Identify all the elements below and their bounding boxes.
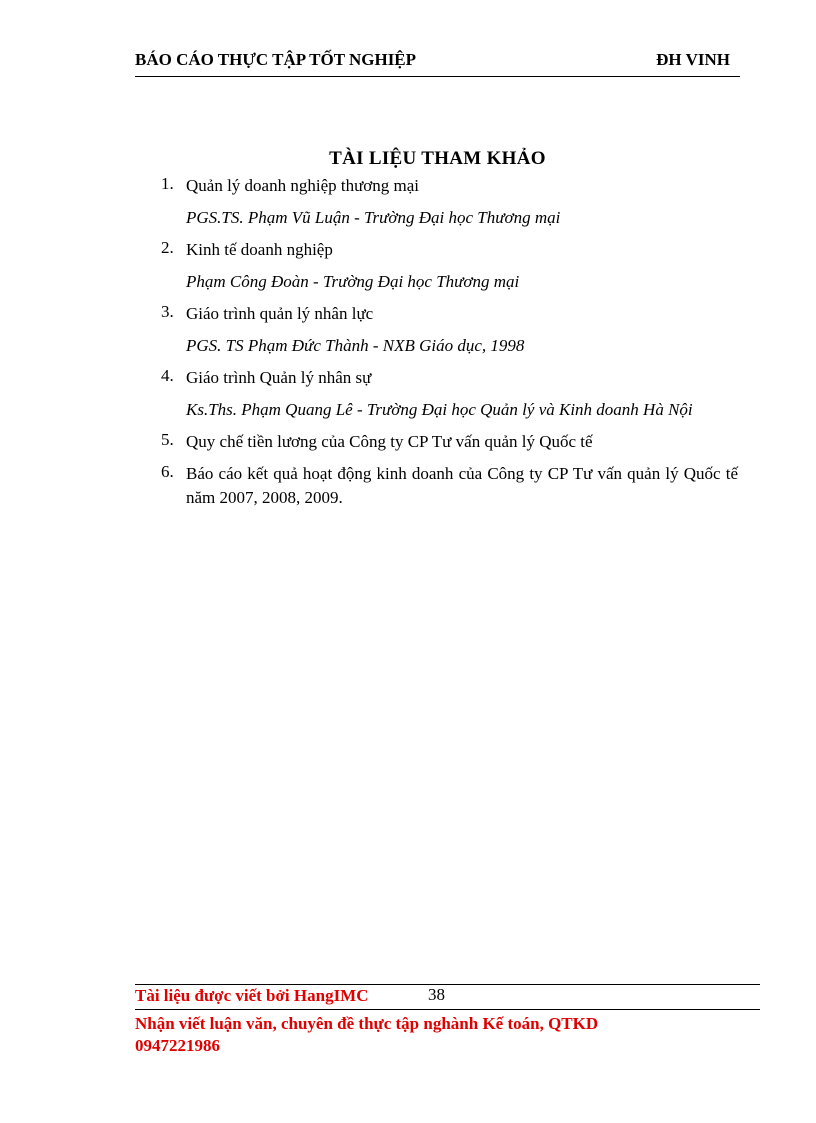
reference-author: Ks.Ths. Phạm Quang Lê - Trường Đại học Quản lý và Kinh doanh Hà Nội [186, 400, 693, 419]
footer-credit: Tài liệu được viết bởi HangIMC [135, 986, 369, 1005]
reference-title: Giáo trình quản lý nhân lực [186, 304, 374, 323]
footer-ad-line: Nhận viết luận văn, chuyên đề thực tập nghành Kế toán, QTKD [135, 1014, 599, 1033]
reference-title: Báo cáo kết quả hoạt động kinh doanh của Công ty CP Tư vấn quản lý Quốc tế năm 2007, 2008, 2009. [186, 464, 738, 507]
reference-title: Giáo trình Quản lý nhân sự [186, 368, 372, 387]
reference-title: Quản lý doanh nghiệp thương mại [186, 176, 420, 195]
footer-divider-bottom [135, 1009, 760, 1010]
reference-number: 2. [161, 238, 174, 257]
reference-item [155, 366, 738, 422]
page-title: TÀI LIỆU THAM KHẢO [329, 148, 546, 169]
reference-item [155, 238, 738, 294]
footer-divider-top [135, 984, 760, 985]
reference-author: PGS. TS Phạm Đức Thành - NXB Giáo dục, 1998 [186, 336, 525, 355]
reference-number: 1. [161, 174, 174, 193]
reference-item [155, 430, 738, 454]
header-university: ĐH VINH [656, 50, 730, 69]
footer-advert [135, 1013, 775, 1057]
reference-item [155, 462, 738, 510]
reference-number: 3. [161, 302, 174, 321]
reference-author: Phạm Công Đoàn - Trường Đại học Thương mại [186, 272, 520, 291]
page-number: 38 [428, 985, 445, 1004]
reference-title: Kinh tế doanh nghiệp [186, 240, 333, 259]
page-header [135, 48, 740, 77]
header-report-title: BÁO CÁO THỰC TẬP TỐT NGHIỆP [135, 50, 417, 69]
reference-title: Quy chế tiền lương của Công ty CP Tư vấn quản lý Quốc tế [186, 432, 593, 451]
reference-list [155, 174, 738, 510]
reference-item [155, 174, 738, 230]
reference-number: 4. [161, 366, 174, 385]
reference-author: PGS.TS. Phạm Vũ Luận - Trường Đại học Thương mại [186, 208, 561, 227]
reference-number: 5. [161, 430, 174, 449]
reference-number: 6. [161, 462, 174, 481]
reference-item [155, 302, 738, 358]
footer-phone: 0947221986 [135, 1036, 220, 1055]
